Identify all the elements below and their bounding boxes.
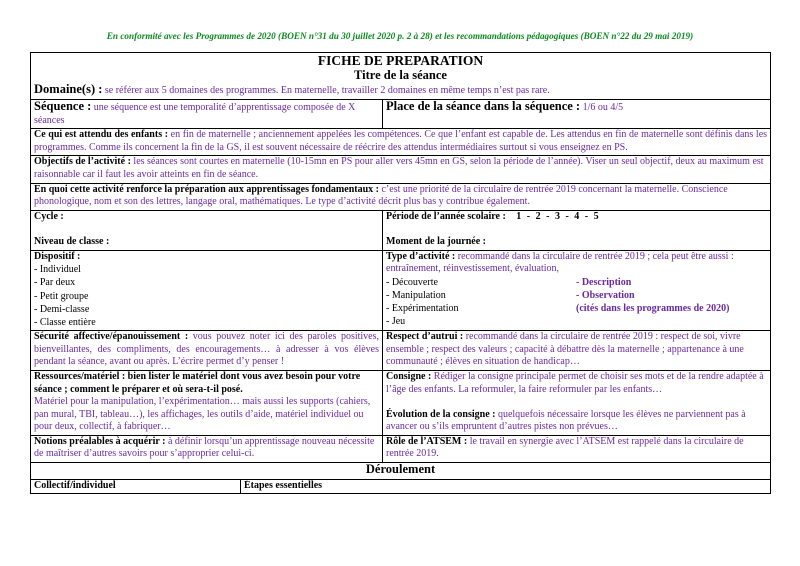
deroulement-row [31,463,771,480]
type-item: - Observation [576,289,635,301]
dispositif-row [31,250,771,331]
respect-label: Respect d’autrui : [386,331,464,343]
header-note: En conformité avec les Programmes de 2020 (BOEN n°31 du 30 juillet 2020 p. 2 à 28) et les recommandations pédagogiques (BOEN n°22 du 29 mai 2019) [106,31,694,41]
respect-text: recommandé dans la circulaire de rentrée 2019 : respect de soi, vivre ensemble ; respect des valeurs ; capacité à débattre dès la maternelle ; appartenance à une communauté ; élèves en situation de handicap… [386,331,744,368]
type-item: - Description [576,276,632,288]
dispositif-label: Dispositif : [34,250,81,262]
fiche-table [30,52,771,494]
domaines-line [34,82,767,98]
cycle-label: Cycle : [34,210,64,222]
domaines-label: Domaine(s) : [34,82,103,96]
attendu-row [31,129,771,156]
dispositif-item: - Demi-classe [34,303,90,315]
renforce-row [31,183,771,210]
notions-row [31,435,771,462]
sequence-row [31,100,771,129]
seance-title: Titre de la séance [354,68,447,82]
dispositif-item: - Individuel [34,264,81,276]
sequence-text: une séquence est une temporalité d’apprentissage composée de X séances [34,102,356,126]
dispositif-item: - Classe entière [34,316,96,328]
type-item: - Expérimentation [386,303,459,315]
place-text: 1/6 ou 4/5 [582,102,624,113]
atsem-label: Rôle de l’ATSEM : [386,435,468,447]
sequence-label: Séquence : [34,99,92,113]
deroulement-columns [31,479,771,494]
periode-values: 1 - 2 - 3 - 4 - 5 [516,210,599,222]
type-item: - Jeu [386,316,406,328]
niveau-label: Niveau de classe : [34,235,110,247]
type-item: - Découverte [386,276,438,288]
fiche-title: FICHE DE PREPARATION [317,53,484,68]
consigne-label: Consigne : [386,370,432,382]
atsem-text: le travail en synergie avec l’ATSEM est rappelé dans la circulaire de rentrée 2019. [386,435,744,460]
type-item: - Manipulation [386,289,446,301]
dispositif-item: - Par deux [34,277,76,289]
type-note: (cités dans les programmes de 2020) [576,303,730,315]
evolution-text: quelquefois nécessaire lorsque les élèves ne parviennent pas à avancer ou s’ils empruntent d’autres pistes non prévues… [386,408,746,433]
evolution-label: Évolution de la consigne : [386,408,496,420]
securite-text: vous pouvez noter ici des paroles positives, bienveillantes, des compliments, des encouragements… à adresser à vos élèves pendant la séance, avant ou après. L’écrire permet d’y penser ! [34,331,380,368]
periode-label: Période de l’année scolaire : [386,210,506,222]
title-row [31,53,771,100]
ressources-label: Ressources/matériel : bien lister le matériel dont vous avez besoin pour votre séance ; comment le préparer et où sera-t-il posé. [34,370,361,395]
attendu-text: en fin de maternelle ; anciennement appelées les compétences. Ce que l’enfant est capable de. Les attendus en fin de maternelle sont définis dans les programmes. Comme ils concernent la fin de la GS, il est souvent nécessaire de réécrire des attendus intermédiaires surtout si vous enseignez en PS. [34,129,768,153]
renforce-text: c’est une priorité de la circulaire de rentrée 2019 concernant la maternelle. Conscience phonologique, nom et son des lettres, langage oral, mathématiques. Le type d’activité décrit plus bas y contribue également. [34,183,728,208]
renforce-label: En quoi cette activité renforce la préparation aux apprentissages fondamentaux : [34,183,379,195]
place-label: Place de la séance dans la séquence : [386,99,581,113]
securite-label: Sécurité affective/épanouissement : [34,331,189,343]
cycle-row [31,210,771,250]
moment-label: Moment de la journée : [386,235,486,247]
objectifs-text: les séances sont courtes en maternelle (10-15mn en PS pour aller vers 45mn en GS, selon la période de l’année). Viser un seul objectif, deux au maximum est raisonnable car il faut les avoir atteints en fin de séance. [34,156,764,180]
ressources-row [31,370,771,435]
attendu-label: Ce qui est attendu des enfants : [34,129,169,141]
notions-text: à définir lorsqu’un apprentissage nouveau nécessite de maîtriser d’autres savoirs pour s’approprier celui-ci. [34,435,375,460]
consigne-text: Rédiger la consigne principale permet de choisir ses mots et de la rendre adaptée à l’âge des enfants. La reformuler, la faire reformuler par les enfants… [386,370,764,395]
dispositif-item: - Petit groupe [34,290,89,302]
objectifs-label: Objectifs de l’activité : [34,156,131,168]
col-etapes: Étapes essentielles [241,479,771,494]
securite-row [31,331,771,371]
type-label: Type d’activité : [386,250,456,262]
domaines-text: se référer aux 5 domaines des programmes. En maternelle, travailler 2 domaines en même temps n’est pas rare. [104,85,550,96]
deroulement-heading: Déroulement [365,462,436,477]
notions-label: Notions préalables à acquérir : [34,435,166,447]
ressources-text: Matériel pour la manipulation, l’expérimentation… mais aussi les supports (cahiers, pan mural, TBI, tableau…), les affichages, les outils d’aide, matériel individuel ou pour deux, collectif, à fabriquer… [34,396,371,433]
objectifs-row [31,156,771,183]
type-text: recommandé dans la circulaire de rentrée 2019 ; cela peut être aussi : entraînement, réinvestissement, évaluation, [386,250,734,275]
col-collectif: Collectif/individuel [31,479,241,494]
